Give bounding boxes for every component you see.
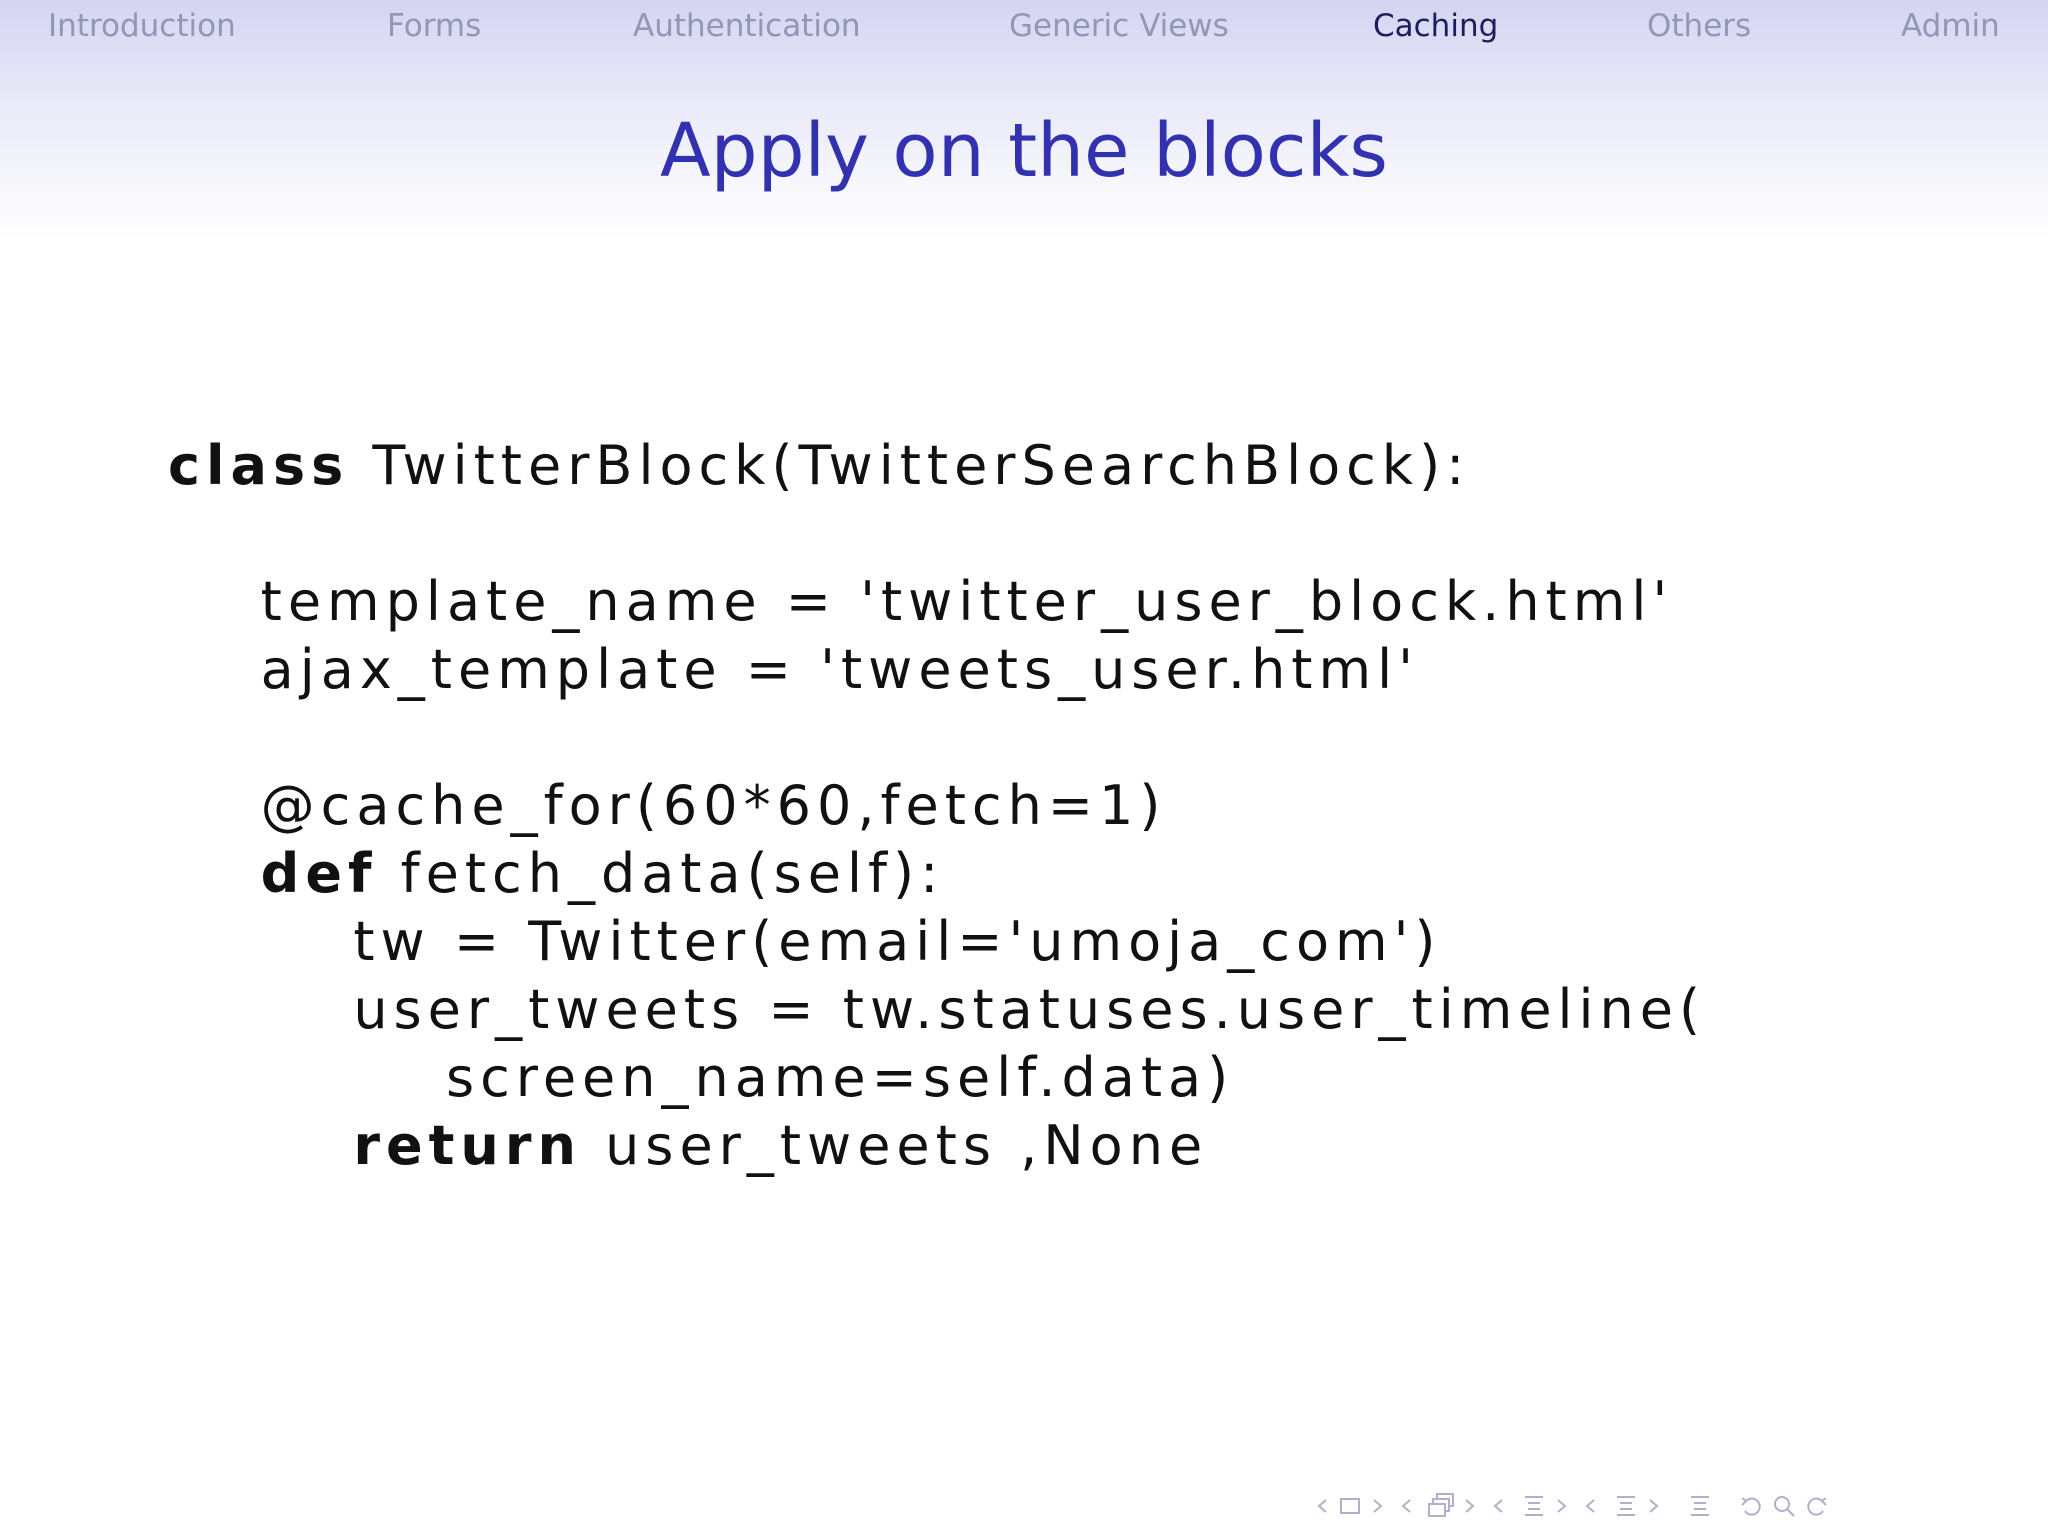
frame-icon[interactable] (1332, 1488, 1368, 1524)
keyword-def: def (260, 842, 378, 905)
nav-item-generic-views[interactable]: Generic Views (1009, 8, 1229, 44)
code-line-screen-name: screen_name=self.data) (168, 1046, 1235, 1109)
code-line-return (168, 1112, 1706, 1180)
section-navigation (0, 0, 2048, 60)
code-line-class (168, 432, 1706, 500)
nav-item-admin[interactable]: Admin (1901, 8, 2000, 44)
code-line-decorator: @cache_for(60*60,fetch=1) (168, 774, 1167, 837)
nav-item-caching[interactable]: Caching (1373, 8, 1499, 44)
code-block (168, 432, 1706, 1180)
arrow-left-icon[interactable] (1388, 1488, 1424, 1524)
nav-item-others[interactable]: Others (1647, 8, 1752, 44)
arrow-left-icon[interactable] (1480, 1488, 1516, 1524)
nav-item-forms[interactable]: Forms (387, 8, 482, 44)
code-indent (168, 842, 261, 905)
section-icon[interactable] (1516, 1488, 1552, 1524)
arrow-left-icon[interactable] (1572, 1488, 1608, 1524)
arrow-right-icon[interactable] (1644, 1488, 1664, 1524)
presentation-icon[interactable] (1608, 1488, 1644, 1524)
keyword-return: return (353, 1114, 582, 1177)
code-line-blank (168, 500, 1706, 568)
code-line-twitter: tw = Twitter(email='umoja_com') (168, 910, 1442, 973)
code-text: TwitterBlock(TwitterSearchBlock): (349, 434, 1471, 497)
code-indent (168, 1114, 353, 1177)
beamer-navigation-bar (1312, 1488, 1832, 1524)
search-icon[interactable] (1768, 1488, 1800, 1524)
code-line-template-name: template_name = 'twitter_user_block.html' (168, 570, 1674, 633)
search-forward-icon[interactable] (1800, 1488, 1832, 1524)
code-line-ajax-template: ajax_template = 'tweets_user.html' (168, 638, 1419, 701)
nav-item-authentication[interactable]: Authentication (633, 8, 861, 44)
code-line-def (168, 840, 1706, 908)
code-line-user-tweets: user_tweets = tw.statuses.user_timeline( (168, 978, 1707, 1041)
arrow-left-icon[interactable] (1312, 1488, 1332, 1524)
arrow-right-icon[interactable] (1460, 1488, 1480, 1524)
arrow-right-icon[interactable] (1552, 1488, 1572, 1524)
code-text: user_tweets ,None (581, 1114, 1209, 1177)
code-line-blank (168, 704, 1706, 772)
keyword-class: class (168, 434, 350, 497)
search-back-icon[interactable] (1736, 1488, 1768, 1524)
code-text: fetch_data(self): (377, 842, 945, 905)
appendix-icon[interactable] (1664, 1488, 1736, 1524)
arrow-right-icon[interactable] (1368, 1488, 1388, 1524)
frame-title: Apply on the blocks (659, 108, 1388, 194)
subsection-icon[interactable] (1424, 1488, 1460, 1524)
nav-item-introduction[interactable]: Introduction (48, 8, 236, 44)
